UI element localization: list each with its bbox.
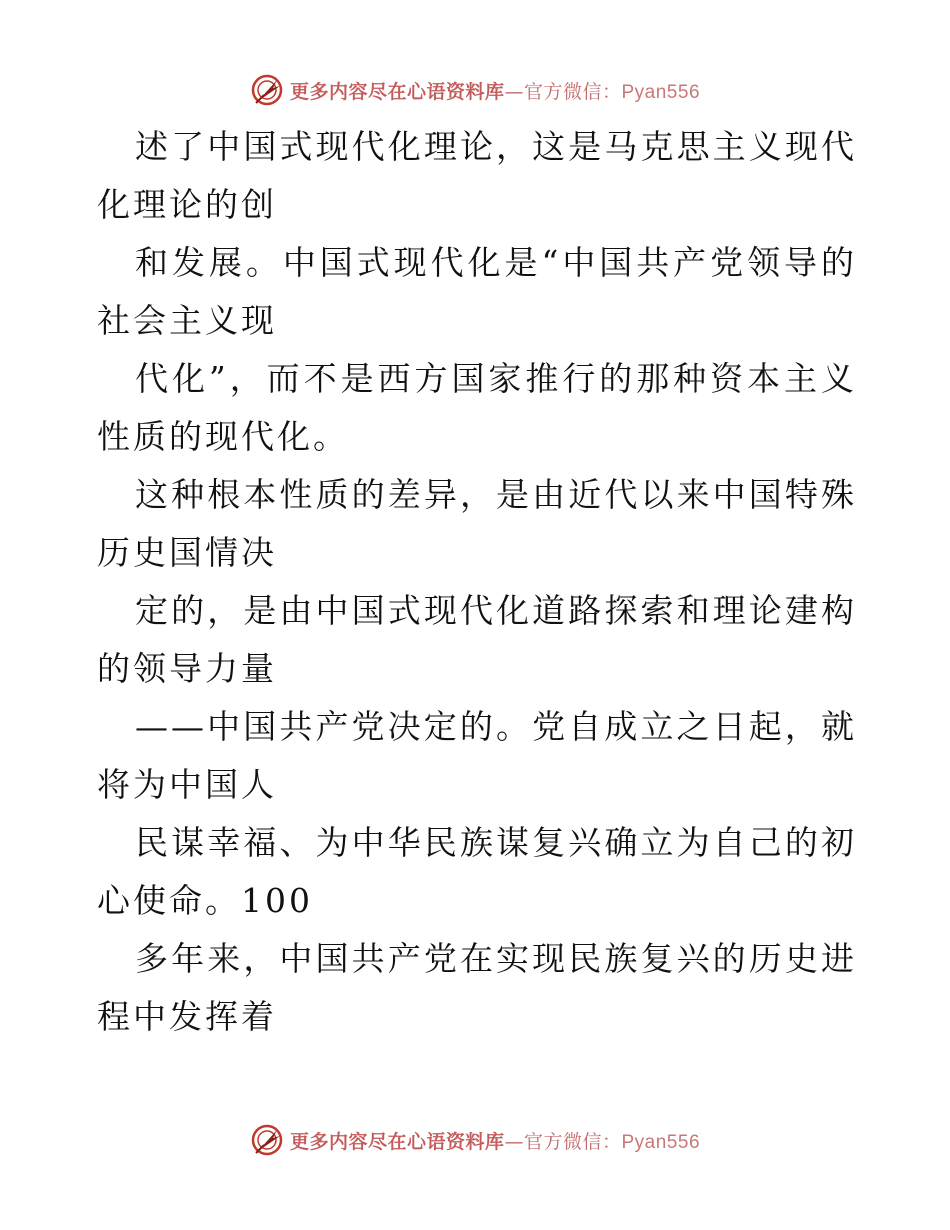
- paragraph: [97, 930, 857, 1046]
- footer-contact-id: Pyan556: [621, 1131, 701, 1153]
- paragraph-line: 史国情决: [133, 533, 277, 572]
- paragraph-line: 会主义现: [133, 301, 277, 340]
- footer-brand-text: [290, 1127, 700, 1154]
- header-contact-label: 官方微信：: [523, 80, 622, 103]
- paragraph-line: 领导力量: [133, 649, 277, 688]
- paragraph-line: 质的现代化。: [133, 417, 349, 456]
- paragraph: [97, 118, 857, 234]
- footer-contact-label: 官方微信：: [523, 1130, 622, 1153]
- paragraph: [97, 234, 857, 350]
- footer-brand: 更多内容尽在心语资料库: [289, 1130, 505, 1153]
- footer-banner: [0, 1120, 950, 1160]
- paragraph: [97, 466, 857, 582]
- paragraph-line: 为中国人: [133, 765, 277, 804]
- paragraph-line: 代化”，而不是西方国家推行的那种资本主义性: [97, 359, 857, 456]
- footer-separator: —: [504, 1130, 524, 1153]
- quill-pen-logo-icon: [250, 73, 284, 107]
- quill-pen-logo-icon: [250, 1123, 284, 1157]
- paragraph-line: 中发挥着: [133, 997, 277, 1036]
- paragraph-line: ——中国共产党决定的。党自成立之日起，就将: [97, 707, 857, 804]
- paragraph-line: 使命。100: [133, 881, 313, 920]
- paragraph: [97, 582, 857, 698]
- header-brand-text: [290, 77, 700, 104]
- header-contact-id: Pyan556: [621, 81, 701, 103]
- paragraph: [97, 814, 857, 930]
- header-banner: [0, 70, 950, 110]
- paragraph: [97, 350, 857, 466]
- paragraph-line: 述了中国式现代化理论，这是马克思主义现代化: [97, 127, 857, 224]
- header-brand: 更多内容尽在心语资料库: [289, 80, 505, 103]
- paragraph-line: 民谋幸福、为中华民族谋复兴确立为自己的初心: [97, 823, 857, 920]
- paragraph: [97, 698, 857, 814]
- header-separator: —: [504, 80, 524, 103]
- paragraph-line: 理论的创: [133, 185, 277, 224]
- paragraph-line: 这种根本性质的差异，是由近代以来中国特殊历: [97, 475, 857, 572]
- document-body: [97, 118, 857, 1046]
- paragraph-line: 多年来，中国共产党在实现民族复兴的历史进程: [97, 939, 857, 1036]
- paragraph-line: 定的，是由中国式现代化道路探索和理论建构的: [97, 591, 857, 688]
- paragraph-line: 和发展。中国式现代化是“中国共产党领导的社: [97, 243, 857, 340]
